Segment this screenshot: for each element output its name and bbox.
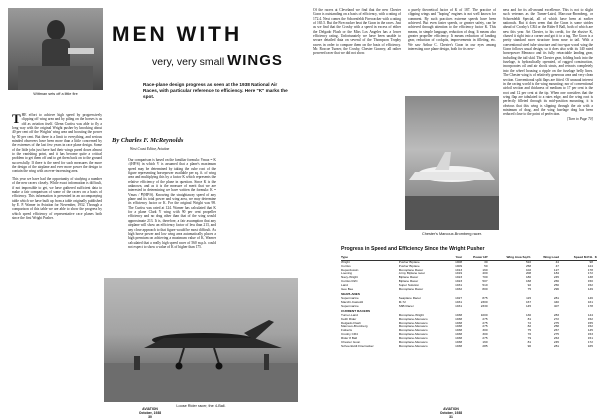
table-header-cell: Power HP <box>462 256 488 260</box>
column-5 <box>503 8 593 238</box>
table-cell: Chester Goon <box>341 339 361 344</box>
table-cell: 440 <box>553 299 560 304</box>
table-header-cell: K <box>594 255 597 259</box>
column-1-text: HE effort to achieve high speed by progressively clipping off wing area and by piling on the horses is as old as aviation itself. Glenn Curtiss was able to fly a long way with the original Wright pusher by knocking about 40 per cent off the Wrights' wing area and boosting the power by 50 per cent. But there is a limit to everything, and serious minded observers have been more than a little concerned by the extremes of the last few years in race plane design. Some of the little jobs just have had their wings pared down almost to the vanishing point, and it has become quite a critical problem to get them off and to get them back on to the ground successfully. If there is the need for such measures the more the design of the airplane and ever more power the design to contain the wing with an ever-increasing area. <box>12 113 102 174</box>
table-cell: Pusher Biplane <box>398 259 420 264</box>
table-cell: 167 <box>525 299 532 304</box>
table-cell: 275 <box>482 320 488 325</box>
table-cell: 161 <box>587 299 593 304</box>
table-cell: 283 <box>553 312 560 317</box>
subtitle-lead: very, very small <box>152 56 225 68</box>
table-cell: Marcoux-Bromberg <box>341 324 368 329</box>
wittman-photo <box>8 8 103 90</box>
table-cell: Crosby CR4 <box>341 332 358 337</box>
table-cell: 160 <box>482 339 488 344</box>
table-cell: 47 <box>555 263 560 268</box>
table-cell: 700 <box>482 275 488 280</box>
table-cell: Curtiss <box>341 263 351 268</box>
table-cell: 75 <box>527 328 532 333</box>
efficiency-table <box>341 256 597 348</box>
table-cell: 155 <box>587 320 593 325</box>
table-cell: Navy-Wright <box>341 275 358 280</box>
table-cell: 296 <box>553 286 560 291</box>
chester-racer-photo <box>405 96 499 230</box>
table-cell: 275 <box>482 324 488 329</box>
table-cell: 151 <box>587 335 593 340</box>
table-cell: 272 <box>553 316 560 321</box>
table-cell: 72 <box>527 320 532 325</box>
table-cell: Monoplane-Menasco <box>398 335 428 340</box>
table-cell: Monoplane Racer <box>398 286 424 291</box>
table-cell: 266 <box>553 279 560 284</box>
table-cell: 245 <box>553 275 560 280</box>
table-cell: Curtiss R2C <box>341 279 358 284</box>
subtitle <box>152 52 283 69</box>
table-cell: 300 <box>482 328 488 333</box>
table-cell: 1938 <box>455 335 463 340</box>
table-cell: Gee Bee <box>341 286 354 291</box>
table-cell: 285 <box>482 343 488 348</box>
table-cell: 115 <box>526 295 532 300</box>
table-cell: 98 <box>589 259 593 264</box>
table-cell: Deperdussin <box>341 267 359 272</box>
table-cell: Supermarine <box>341 295 359 300</box>
table-cell: 149 <box>587 286 593 291</box>
table-cell: Loening <box>341 271 353 276</box>
column-1-text-2: This year we have had the opportunity of studying a number of the new racers closely. While exact information is difficult, if not impossible to get, we have gathered sufficient data to make a fair comparison of some of the racers on a basis of efficiency. This information is presented in an accompanying table which we have built up from a table originally published by E. P. Warner in Aviation for November, 1932. Through a comparison of this table we are able to show the progress by which speed efficiency of representative race planes both since the first Wright Pusher. <box>12 176 102 220</box>
table-cell: 76 <box>527 332 532 337</box>
table-cell: 82 <box>527 324 532 329</box>
table-cell: 124 <box>587 263 593 268</box>
table-body <box>341 260 597 348</box>
table-cell: 81 <box>527 316 532 321</box>
table-cell: 102 <box>525 267 532 272</box>
table-cell: Biplane Racer <box>398 279 419 284</box>
right-page <box>301 0 602 420</box>
table-cell: 300 <box>482 332 488 337</box>
table-cell: 875 <box>482 295 488 300</box>
top-photo-caption: Wittman sets off a little fire <box>33 92 78 96</box>
column-4: a purely theoretical factor of K of 187. The practice of clipping wings and "hoping" engines is not well known for comment. By such practices extreme speeds have been achieved. But even faster speeds, or greater safety, can be achieved through attention to the efficiency factor K. This means, in simple language, reduction of drag. It means also greater propeller efficiency. It means reduction of landing gear, reduction of cockpits, improvements in filleting, etc. We saw Arthur C. Chester's Goon in our eyes among interesting race plane design, both for its new- <box>408 8 496 52</box>
bottom-photo-caption: Loose Rider racer, the 4-Ball. <box>176 404 226 408</box>
table-cell: 92 <box>527 282 532 287</box>
table-cell: 127 <box>553 267 560 272</box>
table-cell: 1919 <box>455 271 463 276</box>
table-cell: 168 <box>525 279 532 284</box>
table-cell: 184 <box>553 271 560 276</box>
table-cell: Pusher Biplane <box>398 263 420 268</box>
left-folio-text: AVIATION October, 1938 30 <box>138 407 162 419</box>
table-cell: 510 <box>482 282 488 287</box>
table-cell: 2300 <box>480 299 488 304</box>
right-photo-caption: Chester's Marcoux-Bromberg racer. <box>421 232 483 236</box>
table-cell: Delgado Flash <box>341 320 361 325</box>
table-cell: 1923 <box>455 279 463 284</box>
table-cell: Supermarine <box>341 303 359 308</box>
table-cell: 1938 <box>455 320 463 325</box>
byline: By Charles F. McReynolds <box>112 137 184 144</box>
table-cell: 1938 <box>455 312 463 317</box>
table-cell: 146 <box>587 295 593 300</box>
table-cell: 178 <box>587 267 593 272</box>
table-cell: Monoplane Racer <box>398 267 424 272</box>
table-cell: 208 <box>525 271 532 276</box>
table-header-cell: Wing Load <box>531 256 559 260</box>
table-cell: Monoplane-Menasco <box>398 343 428 348</box>
table-header-cell: Speed M.P.H. <box>559 256 593 260</box>
table-cell: 275 <box>553 320 560 325</box>
table-header-cell: Wing Area Sq.Ft. <box>488 256 532 260</box>
table-cell: 281 <box>553 295 560 300</box>
table-cell: 1938 <box>455 316 463 321</box>
table-cell: 281 <box>553 343 560 348</box>
right-folio <box>411 408 491 419</box>
table-cell: 152 <box>587 282 593 287</box>
table-cell: 44 <box>555 259 560 264</box>
table-title: Progress in Speed and Efficiency Since the Wright Pusher <box>341 246 485 252</box>
table-cell: 150 <box>587 279 593 284</box>
table-cell: 172 <box>587 271 593 276</box>
table-cell: 1932 <box>455 286 463 291</box>
chester-racer-silhouette <box>405 96 499 230</box>
table-cell: Macchi-Castoldi <box>341 299 364 304</box>
table-cell: S6B Racer <box>398 303 414 308</box>
table-cell: 275 <box>482 316 488 321</box>
table-cell: 1923 <box>455 275 463 280</box>
table-cell: 144 <box>587 312 593 317</box>
table-cell: Keith Rider <box>341 316 357 321</box>
table-cell: M-72 <box>398 299 406 304</box>
table-header-cell: Year <box>450 256 462 260</box>
table-cell: 1938 <box>455 328 463 333</box>
table-cell: 258 <box>525 263 532 268</box>
table-cell: 160 <box>482 267 488 272</box>
table-cell: Monoplane-Menasco <box>398 328 428 333</box>
table-cell: Monoplane-Menasco <box>398 324 428 329</box>
wittman-photo-figure <box>8 8 103 90</box>
table-cell: 1938 <box>455 324 463 329</box>
table-cell: 1931 <box>455 303 463 308</box>
table-cell: 165 <box>587 343 593 348</box>
table-cell: 152 <box>587 324 593 329</box>
column-1 <box>12 113 102 371</box>
loose-rider-photo <box>104 278 298 402</box>
table-cell: 153 <box>587 332 593 337</box>
table-cell: 178 <box>587 303 593 308</box>
table-cell: 1931 <box>455 282 463 287</box>
table-cell: 407 <box>553 303 560 308</box>
deck: Race-plane design progress as seen at the 1938 National Air Races, with particular reference to efficiency. Here "K" marks the spot. <box>143 82 288 100</box>
table-cell: 1938 <box>455 339 463 344</box>
continued-note: [Turn to Page 70] <box>566 116 593 121</box>
table-cell: Seaplane Racer <box>398 295 421 300</box>
table-cell: Monoplane-Menasco <box>398 332 428 337</box>
airplane-silhouette <box>104 278 298 402</box>
column-5-text: ness and for its all-around excellence. This is not to slight such veterans as the Turner-Laird, Marcoux-Bromberg, or Schoenfeldt Special, all of which have been at earlier nationals. But it does seem that the Goon is some strides ahead of Crosby's CR4 or the Rider 8 Ball, both of which are new this year. Art Chester, to his credit, for the elusive K, chased it right into a corner and got it to a tag. The Goon is a pretty standard racer structure from nose to tail. With a conventional steel tube structure and two-spar wood wing the Goon follows usual design, so it does also with its 140 rated horsepower Menasco and its fully retractable landing gear, including the tail skid. The Chester gear, folding back into the fuselage, is hydraulically operated, of rugged construction, incorporates oil and air shock struts, and retracts completely into the wheel housing a ripple on the fuselage belly lines. The Chester wing is of relatively generous area and very clean section. Conventional split flaps are fitted. Of unusual interest in the racing world is the wing mounting; nor of conventional airfoil section and thickness of medium to 17 per cent is the root and 12 per cent at the tip. When one considers that the wing flap are tabulated to a rates edge, and the wing root is perfectly filleted through its mid-position mounting, it is obvious that this wing is slipping through the air with a minimum of drag, and the wing fuselage drag has been reduced close to the point of perfection. <box>503 8 593 117</box>
table-cell: 1938 <box>455 343 463 348</box>
table-cell: Army Biplane racer <box>398 271 426 276</box>
table-cell: 507 <box>482 279 488 284</box>
table-cell: 1908 <box>455 259 463 264</box>
table-cell: 1909 <box>455 263 463 268</box>
table-cell: 130 <box>525 312 532 317</box>
table-cell: Monoplane-Menasco <box>398 316 428 321</box>
table-cell: Wright <box>341 259 350 264</box>
table-cell: 172 <box>587 339 593 344</box>
left-folio-visible <box>110 408 190 419</box>
table-cell: Monoplane-Menasco <box>398 320 428 325</box>
table-cell: 145 <box>525 303 532 308</box>
column-2: Our comparison is based on the familiar formula: Vmax = K √(HP/S) in which V is assumed that a plane's maximum speed may be determined by taking the cube root of the figure representing horsepower available per sq. ft. of wing area and multiplying this by a factor K which represents the relative efficiency of the plane in question. Since K is the unknown, and as it is the measure of merit that we are interested in determining we have written the formula: K = Vmax / ∛(HP/S). Knowing the straightaway speed of any plane and its total power and wing area, we may determine its efficiency factor or K. For the original Wright was 98. The Curtiss was rated at 124. Warner has calculated that K for a plane Clark Y wing with 90 per cent propeller efficiency and no drag other than that of the wing would approximate 213. It is, therefore, a fair assumption that any airplane will show an efficiency factor of less than 213, and any close approach to that figure would be most difficult. As high horse power and low wing area automatically places a high premium on achieving a maximum value of K, Warner calculated that a really high speed racer of 560 m.p.h. could not expect to show a value of K of higher than 175. <box>128 158 216 249</box>
right-folio-text: AVIATION October, 1938 31 <box>439 407 463 419</box>
table-cell: 2330 <box>480 303 488 308</box>
table-cell: 152 <box>587 316 593 321</box>
byline-affiliation: West Coast Editor, Aviation <box>130 147 170 151</box>
table-cell: 79 <box>527 335 532 340</box>
table-header-cell: Type <box>341 256 450 260</box>
table-cell: 1913 <box>455 267 463 272</box>
table-cell: 510 <box>525 259 532 264</box>
table-cell: Turner-Laird <box>341 312 358 317</box>
table-cell: 275 <box>553 332 560 337</box>
table-cell: 180 <box>525 275 532 280</box>
table-cell: 1938 <box>455 332 463 337</box>
table-cell: Rider 8 Ball <box>341 335 357 340</box>
table-cell: 75 <box>527 286 532 291</box>
table-cell: 50 <box>484 263 488 268</box>
drop-cap: T <box>12 113 21 126</box>
table-section-label: SEAPLANES <box>341 292 360 297</box>
table-cell: Folkerts <box>341 328 353 333</box>
headline: MEN WITH <box>112 23 243 46</box>
subtitle-wings: WINGS <box>227 52 283 69</box>
table-cell: 245 <box>553 339 560 344</box>
table-cell: 250 <box>553 282 560 287</box>
table-cell: 30 <box>484 259 488 264</box>
efficiency-table-grid <box>341 256 597 348</box>
table-cell: 90 <box>527 343 532 348</box>
table-cell: Super Solution <box>398 282 420 287</box>
table-row <box>341 345 597 349</box>
table-cell: Schoenfeldt Firecracker <box>341 343 374 348</box>
table-cell: 138 <box>587 275 593 280</box>
column-3: Of the racers at Cleveland we find that the new Chester Goon is outstanding on a basis of efficiency, with a rating of 172.4. Next comes the Schoenfeldt Firecracker with a rating of 165.5. But the Firecracker beat the Goon in the races. Just as we find that the Crosby with a speed in excess of either the Delgado Flash or the Miss Los Angeles has a lower efficiency rating. Unfortunately we have been unable to secure detailed data on several of the Thompson Trophy racers in order to compare them on the basis of efficiency. Mr. Roscoe Turner, the Crosby, Chester Gooney, all rather powered racer that we did not show. <box>313 8 401 56</box>
table-cell: 1931 <box>455 299 463 304</box>
table-cell: Laird <box>341 282 348 287</box>
table-cell: 267 <box>553 328 560 333</box>
table-cell: 145 <box>587 328 593 333</box>
table-cell: Monoplane-Menasco <box>398 339 428 344</box>
table-cell: 800 <box>482 286 488 291</box>
table-cell: 258 <box>553 324 560 329</box>
table-cell: 400 <box>482 271 488 276</box>
table-cell: 275 <box>482 335 488 340</box>
table-cell: 1000 <box>480 312 488 317</box>
table-cell: 263 <box>553 335 560 340</box>
table-cell: Biplane Racer <box>398 275 419 280</box>
table-cell: Monoplane-Wright <box>398 312 424 317</box>
table-cell: 1927 <box>455 295 463 300</box>
table-cell: 81 <box>527 339 532 344</box>
table-section-label: CURRENT RACERS <box>341 308 371 313</box>
